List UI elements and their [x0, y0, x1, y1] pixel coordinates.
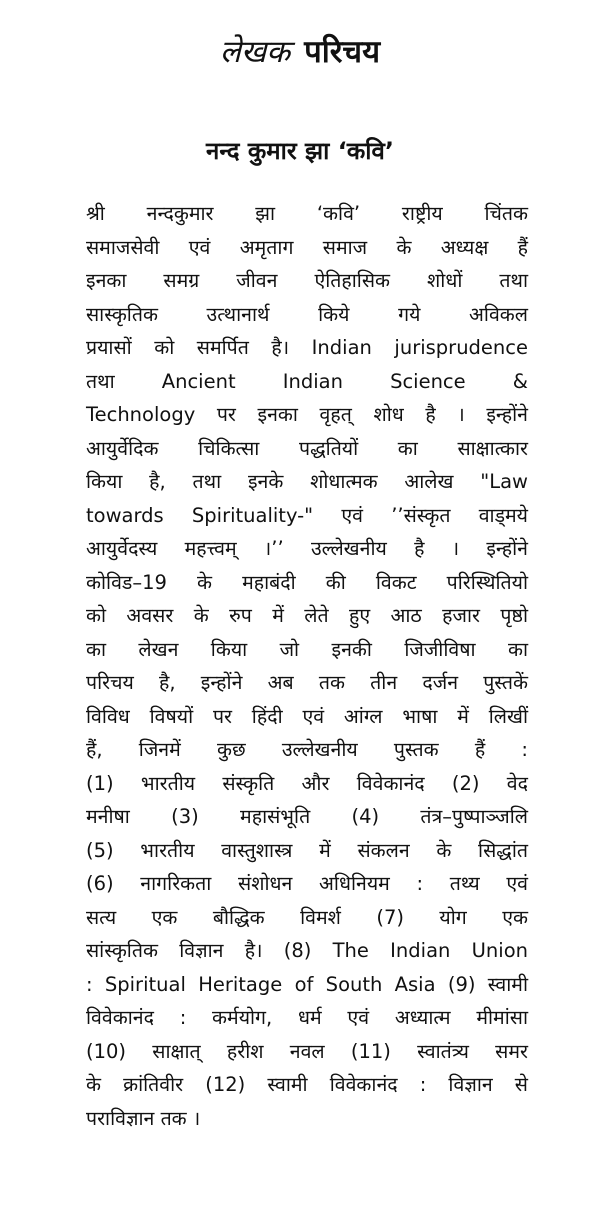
- bio-line: का लेखन किया जो इनकी जिजीविषा का: [86, 637, 528, 661]
- bio-line: आयुर्वेदस्य महत्त्वम् ।’’ उल्लेखनीय है । इन्होंने: [86, 537, 528, 560]
- heading-word-parichay: परिचय: [304, 34, 381, 70]
- bio-line: किया है, तथा इनके शोधात्मक आलेख "Law: [86, 470, 528, 493]
- bio-line: Technology पर इनका वृहत् शोध है । इन्होंने: [86, 403, 528, 426]
- bio-line: के क्रांतिवीर (12) स्वामी विवेकानंद : विज्ञान से: [86, 1073, 528, 1096]
- bio-line: आयुर्वेदिक चिकित्सा पद्धतियों का साक्षात्कार: [86, 436, 528, 460]
- bio-line: परिचय है, इन्होंने अब तक तीन दर्जन पुस्तकें: [86, 671, 528, 694]
- bio-line: पराविज्ञान तक ।: [86, 1106, 201, 1130]
- bio-line: towards Spirituality-" एवं ’’संस्कृत वाड्मये: [86, 503, 528, 527]
- author-name: नन्द कुमार झा ‘कवि’: [206, 137, 394, 165]
- bio-line: सत्य एक बौद्धिक विमर्श (7) योग एक: [86, 905, 528, 929]
- bio-line: प्रयासों को समर्पित है। Indian jurisprudence: [86, 336, 528, 359]
- bio-line: कोविड–19 के महाबंदी की विकट परिस्थितियो: [86, 570, 528, 594]
- bio-line: तथा Ancient Indian Science &: [86, 369, 528, 393]
- bio-line: (1) भारतीय संस्कृति और विवेकानंद (2) वेद: [86, 771, 528, 795]
- bio-line: (6) नागरिकता संशोधन अधिनियम : तथ्य एवं: [86, 872, 528, 895]
- heading-word-lekhak: लेखक: [219, 34, 291, 70]
- bio-paragraph: [86, 197, 528, 1135]
- bio-line: हैं, जिनमें कुछ उल्लेखनीय पुस्तक हैं :: [86, 738, 528, 761]
- bio-line: (5) भारतीय वास्तुशास्त्र में संकलन के सिद्धांत: [86, 838, 528, 862]
- page-heading: [0, 30, 600, 74]
- bio-line: इनका समग्र जीवन ऐतिहासिक शोधों तथा: [86, 269, 528, 292]
- bio-line: सांस्कृतिक विज्ञान है। (8) The Indian Union: [86, 939, 528, 962]
- bio-line: विविध विषयों पर हिंदी एवं आंग्ल भाषा में लिखीं: [86, 704, 528, 728]
- bio-line: विवेकानंद : कर्मयोग, धर्म एवं अध्यात्म मीमांसा: [86, 1006, 528, 1029]
- bio-line: (10) साक्षात् हरीश नवल (11) स्वातंत्र्य समर: [86, 1039, 528, 1063]
- bio-line: श्री नन्दकुमार झा ‘कवि’ राष्ट्रीय चिंतक: [86, 202, 528, 225]
- bio-line: समाजसेवी एवं अमृताग समाज के अध्यक्ष हैं: [86, 235, 528, 259]
- bio-line: मनीषा (3) महासंभूति (4) तंत्र–पुष्पाञ्जलि: [86, 805, 528, 828]
- bio-line: को अवसर के रुप में लेते हुए आठ हजार पृष्ठो: [86, 604, 528, 627]
- bio-line: सास्कृतिक उत्थानार्थ किये गये अविकल: [86, 302, 528, 326]
- bio-line: : Spiritual Heritage of South Asia (9) स्वामी: [86, 972, 528, 996]
